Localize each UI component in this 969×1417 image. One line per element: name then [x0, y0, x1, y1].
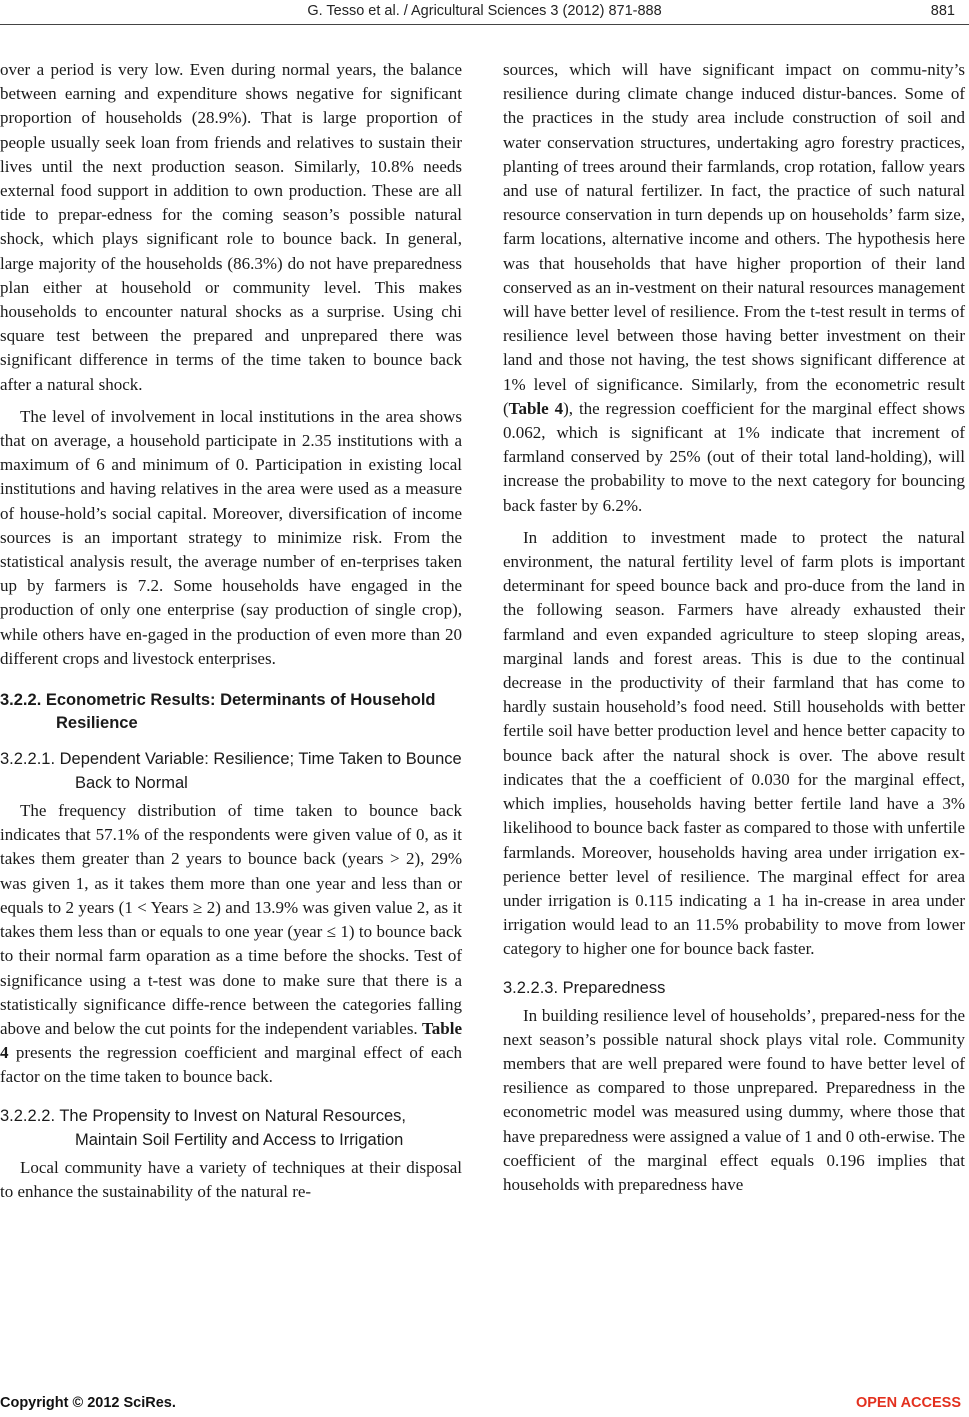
paragraph: In addition to investment made to protect the natural environment, the natural fertility level of farm plots is important determinant for speed bounce back and pro-duce from the land in the following season. Farmers have already exhausted their farmland and even expanded agriculture to steep sloping areas, marginal lands and forest areas. This is due to the continual decrease in the productivity of their farmland that has come to hardly sustain household’s food need. Still households with better fertile soil have better production level and hence better capacity to bounce back after the natural shock is over. The above result indicates that the a coefficient of 0.030 for the marginal effect, which implies, households having better fertile land have a 3% likelihood to bounce back faster as compared to those with unfertile farmlands. Moreover, households having area under irrigation ex-perience better level of resilience. The marginal effect for area under irrigation is 0.115 indicating a 1 ha in-crease in area under irrigation would lead to an 11.5% probability to move from lower category to higher one for bounce back faster. [503, 527, 965, 959]
table-reference: Table 4 [0, 1018, 462, 1063]
paragraph-text: The frequency distribution of time taken to bounce back indicates that 57.1% of the respondents were given value of 0, as it takes them greater than 2 years to bounce back (years > 2), 29% was given 1, as it takes them more than one year and less than or equals to 2 years (1 < Years ≥ 2) and 13.9% was given value 2, as it takes them less than or equals to one year (year ≤ 1) to bounce back to their normal farm oparation as a time before the shocks. Test of significance using a t-test was done to make sure that there is a statistically significance diffe-rence between the categories falling above and below the cut points for the independent variables. [0, 801, 462, 1038]
subsection-heading: 3.2.2.2. The Propensity to Invest on Natural Resources, Maintain Soil Fertility and Access to Irrigation [0, 1106, 406, 1149]
left-column [0, 58, 462, 1204]
open-access-label: OPEN ACCESS [855, 1395, 961, 1411]
copyright-notice: Copyright © 2012 SciRes. [0, 1395, 176, 1411]
running-head: G. Tesso et al. / Agricultural Sciences 3 (2012) 871-888 [307, 3, 662, 19]
paragraph [503, 58, 965, 518]
subsection-heading: 3.2.2.3. Preparedness [503, 978, 666, 997]
page-header [0, 0, 969, 30]
header-rule [0, 24, 969, 25]
section-heading: 3.2.2. Econometric Results: Determinants of Household Resilience [0, 691, 436, 733]
paragraph [0, 799, 462, 1089]
paragraph: over a period is very low. Even during normal years, the balance between earning and expenditure shows negative for significant proportion of households (28.9%). That is large proportion of people usually seek loan from friends and relatives to sustain their lives until the next production season. Similarly, 10.8% needs external food support in addition to own production. These are all tide to prepar-edness for the coming season’s possible natural shock, which plays significant role to bounce back. In general, large majority of the households (86.3%) do not have preparedness plan either at household or community level. This makes households to encounter natural shocks as a surprise. Using chi square test between the prepared and unprepared there was significant difference in terms of the time taken to bounce back after a natural shock. [0, 60, 462, 394]
right-column [503, 58, 965, 1197]
page-number: 881 [930, 3, 955, 19]
paragraph: In building resilience level of households’, prepared-ness for the next season’s possible natural shock plays vital role. Community members that are well prepared were found to have better level of resilience as compared to those unprepared. Preparedness in the econometric model was measured using dummy, where those that have preparedness were assigned a value of 1 and 0 oth-erwise. The coefficient of the marginal effect equals 0.196 implies that households with preparedness have [503, 1005, 965, 1194]
paragraph-text: ), the regression coefficient for the marginal effect shows 0.062, which is significant at 1% indicate that increment of farmland conserved by 25% (out of their total land-holding), will increase the probability to move to the next category for bouncing back faster by 6.2%. [503, 398, 965, 515]
page-footer [0, 1395, 969, 1417]
subsection-heading: 3.2.2.1. Dependent Variable: Resilience; Time Taken to Bounce Back to Normal [0, 750, 462, 793]
paragraph: Local community have a variety of techniques at their disposal to enhance the sustainability of the natural re- [0, 1157, 462, 1201]
table-reference: Table 4 [508, 398, 564, 418]
paragraph-text: presents the regression coefficient and marginal effect of each factor on the time taken to bounce back. [0, 1043, 462, 1087]
paragraph: The level of involvement in local institutions in the area shows that on average, a household participate in 2.35 institutions with a maximum of 6 and minimum of 0. Participation in existing local institutions and having relatives in the area were used as a measure of house-hold’s social capital. Moreover, diversification of income sources is an important strategy to minimize risk. From the statistical analysis result, the average number of en-terprises taken up by farmers is 7.2. Some households have engaged in the production of only one enterprise (say production of single crop), while others have en-gaged in the production of even more than 20 different crops and livestock enterprises. [0, 406, 462, 668]
paragraph-text: sources, which will have significant impact on commu-nity’s resilience during climate change induced distur-bances. Some of the practices in the study area include construction of soil and water conservation structures, undertaking agro forestry practices, planting of trees around their farmlands, crop rotation, fallow years and use of natural fertilizer. In fact, the practice of such natural resource conservation in turn depends up on households’ farm size, farm locations, alternative income and others. The hypothesis here was that households that have higher proportion of their land conserved as an in-vestment on their natural resources management will have better level of resilience. From the t-test result in terms of resilience level between those having better investment on their land and those not having, the test shows significant difference at 1% level of significance. Similarly, from the econometric result ( [503, 60, 965, 418]
